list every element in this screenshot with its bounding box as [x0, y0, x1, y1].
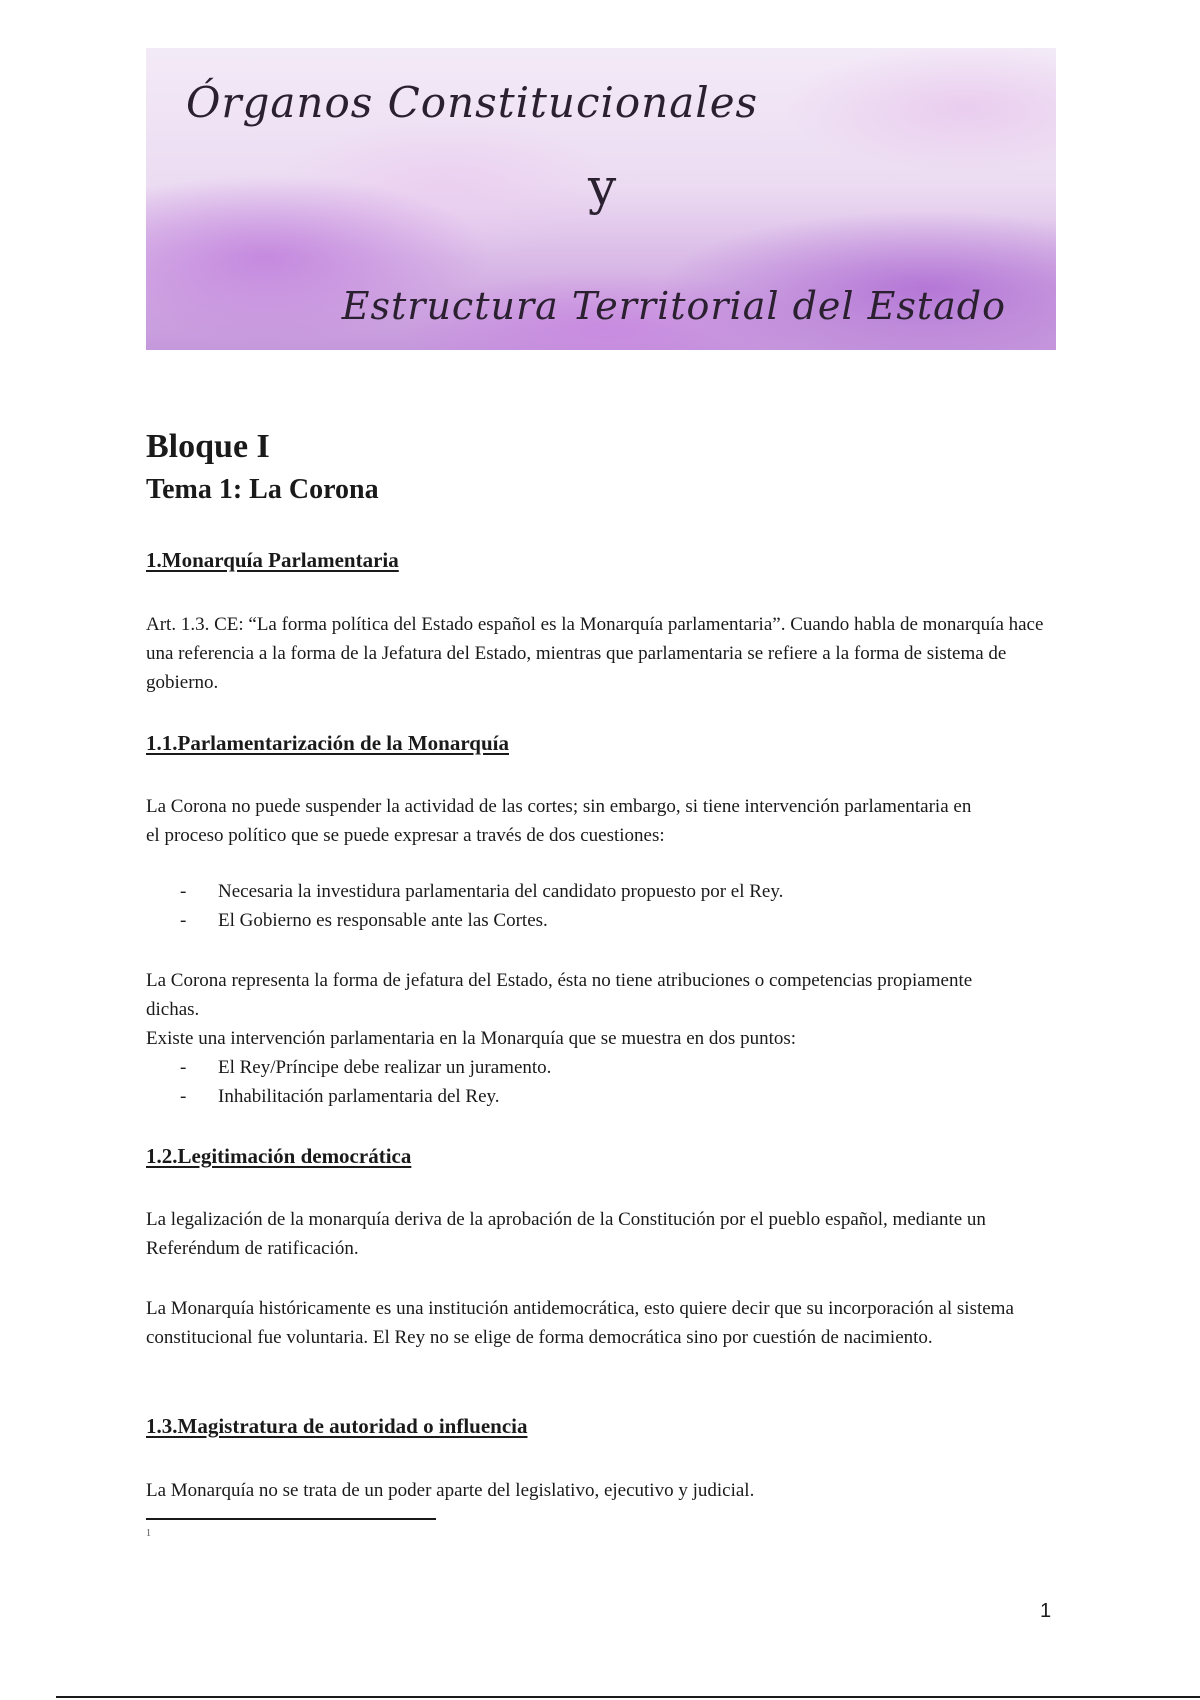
section-1-2-paragraph-2: La Monarquía históricamente es una institución antidemocrática, esto quiere decir que su incorporación al sistema constitucional fue voluntaria. El Rey no se elige de forma democrática sino por cuestión de nacimiento.: [146, 1298, 1014, 1348]
banner-subtitle: Estructura Territorial del Estado: [341, 284, 1006, 328]
page-number: 1: [1040, 1600, 1052, 1622]
header-banner: [146, 48, 1056, 350]
list-item: - El Rey/Príncipe debe realizar un juramento.: [176, 1053, 551, 1082]
section-1-2-paragraph-1: La legalización de la monarquía deriva de la aprobación de la Constitución por el pueblo español, mediante un Referéndum de ratificación.: [146, 1209, 986, 1259]
section-1-1-paragraph-2: La Corona representa la forma de jefatura del Estado, ésta no tiene atribuciones o competencias propiamente dichas.: [146, 970, 973, 1020]
footnote-divider: [146, 1518, 436, 1520]
list-item: - Necesaria la investidura parlamentaria del candidato propuesto por el Rey.: [176, 877, 783, 906]
list-item: - El Gobierno es responsable ante las Cortes.: [176, 906, 783, 935]
section-1-1-paragraph-1: La Corona no puede suspender la actividad de las cortes; sin embargo, si tiene intervención parlamentaria en el proceso político que se puede expresar a través de dos cuestiones:: [146, 796, 972, 846]
footnote-mark: 1: [146, 1528, 151, 1539]
section-1-1-paragraph-3: Existe una intervención parlamentaria en la Monarquía que se muestra en dos puntos:: [146, 1028, 797, 1049]
section-1-paragraph: Art. 1.3. CE: “La forma política del Estado español es la Monarquía parlamentaria”. Cuando habla de monarquía hace una referencia a la forma de la Jefatura del Estado, mientras que parlamentaria se refiere a la forma de sistema de gobierno.: [146, 614, 1044, 693]
topic-heading: Tema 1: La Corona: [146, 474, 379, 505]
section-1-3-title: 1.3.Magistratura de autoridad o influencia: [146, 1414, 528, 1438]
list-item: - Inhabilitación parlamentaria del Rey.: [176, 1082, 551, 1111]
banner-connector: y: [588, 158, 617, 216]
section-1-2-title: 1.2.Legitimación democrática: [146, 1144, 412, 1168]
section-1-3-paragraph: La Monarquía no se trata de un poder aparte del legislativo, ejecutivo y judicial.: [146, 1480, 755, 1501]
block-heading: Bloque I: [146, 428, 270, 465]
section-1-1-list-1: [176, 877, 783, 935]
section-1-1-title: 1.1.Parlamentarización de la Monarquía: [146, 731, 509, 755]
section-1-title: 1.Monarquía Parlamentaria: [146, 548, 399, 572]
page-bottom-divider: [56, 1696, 1200, 1698]
section-1-1-list-2: [176, 1053, 551, 1111]
banner-title: Órganos Constitucionales: [186, 78, 759, 127]
